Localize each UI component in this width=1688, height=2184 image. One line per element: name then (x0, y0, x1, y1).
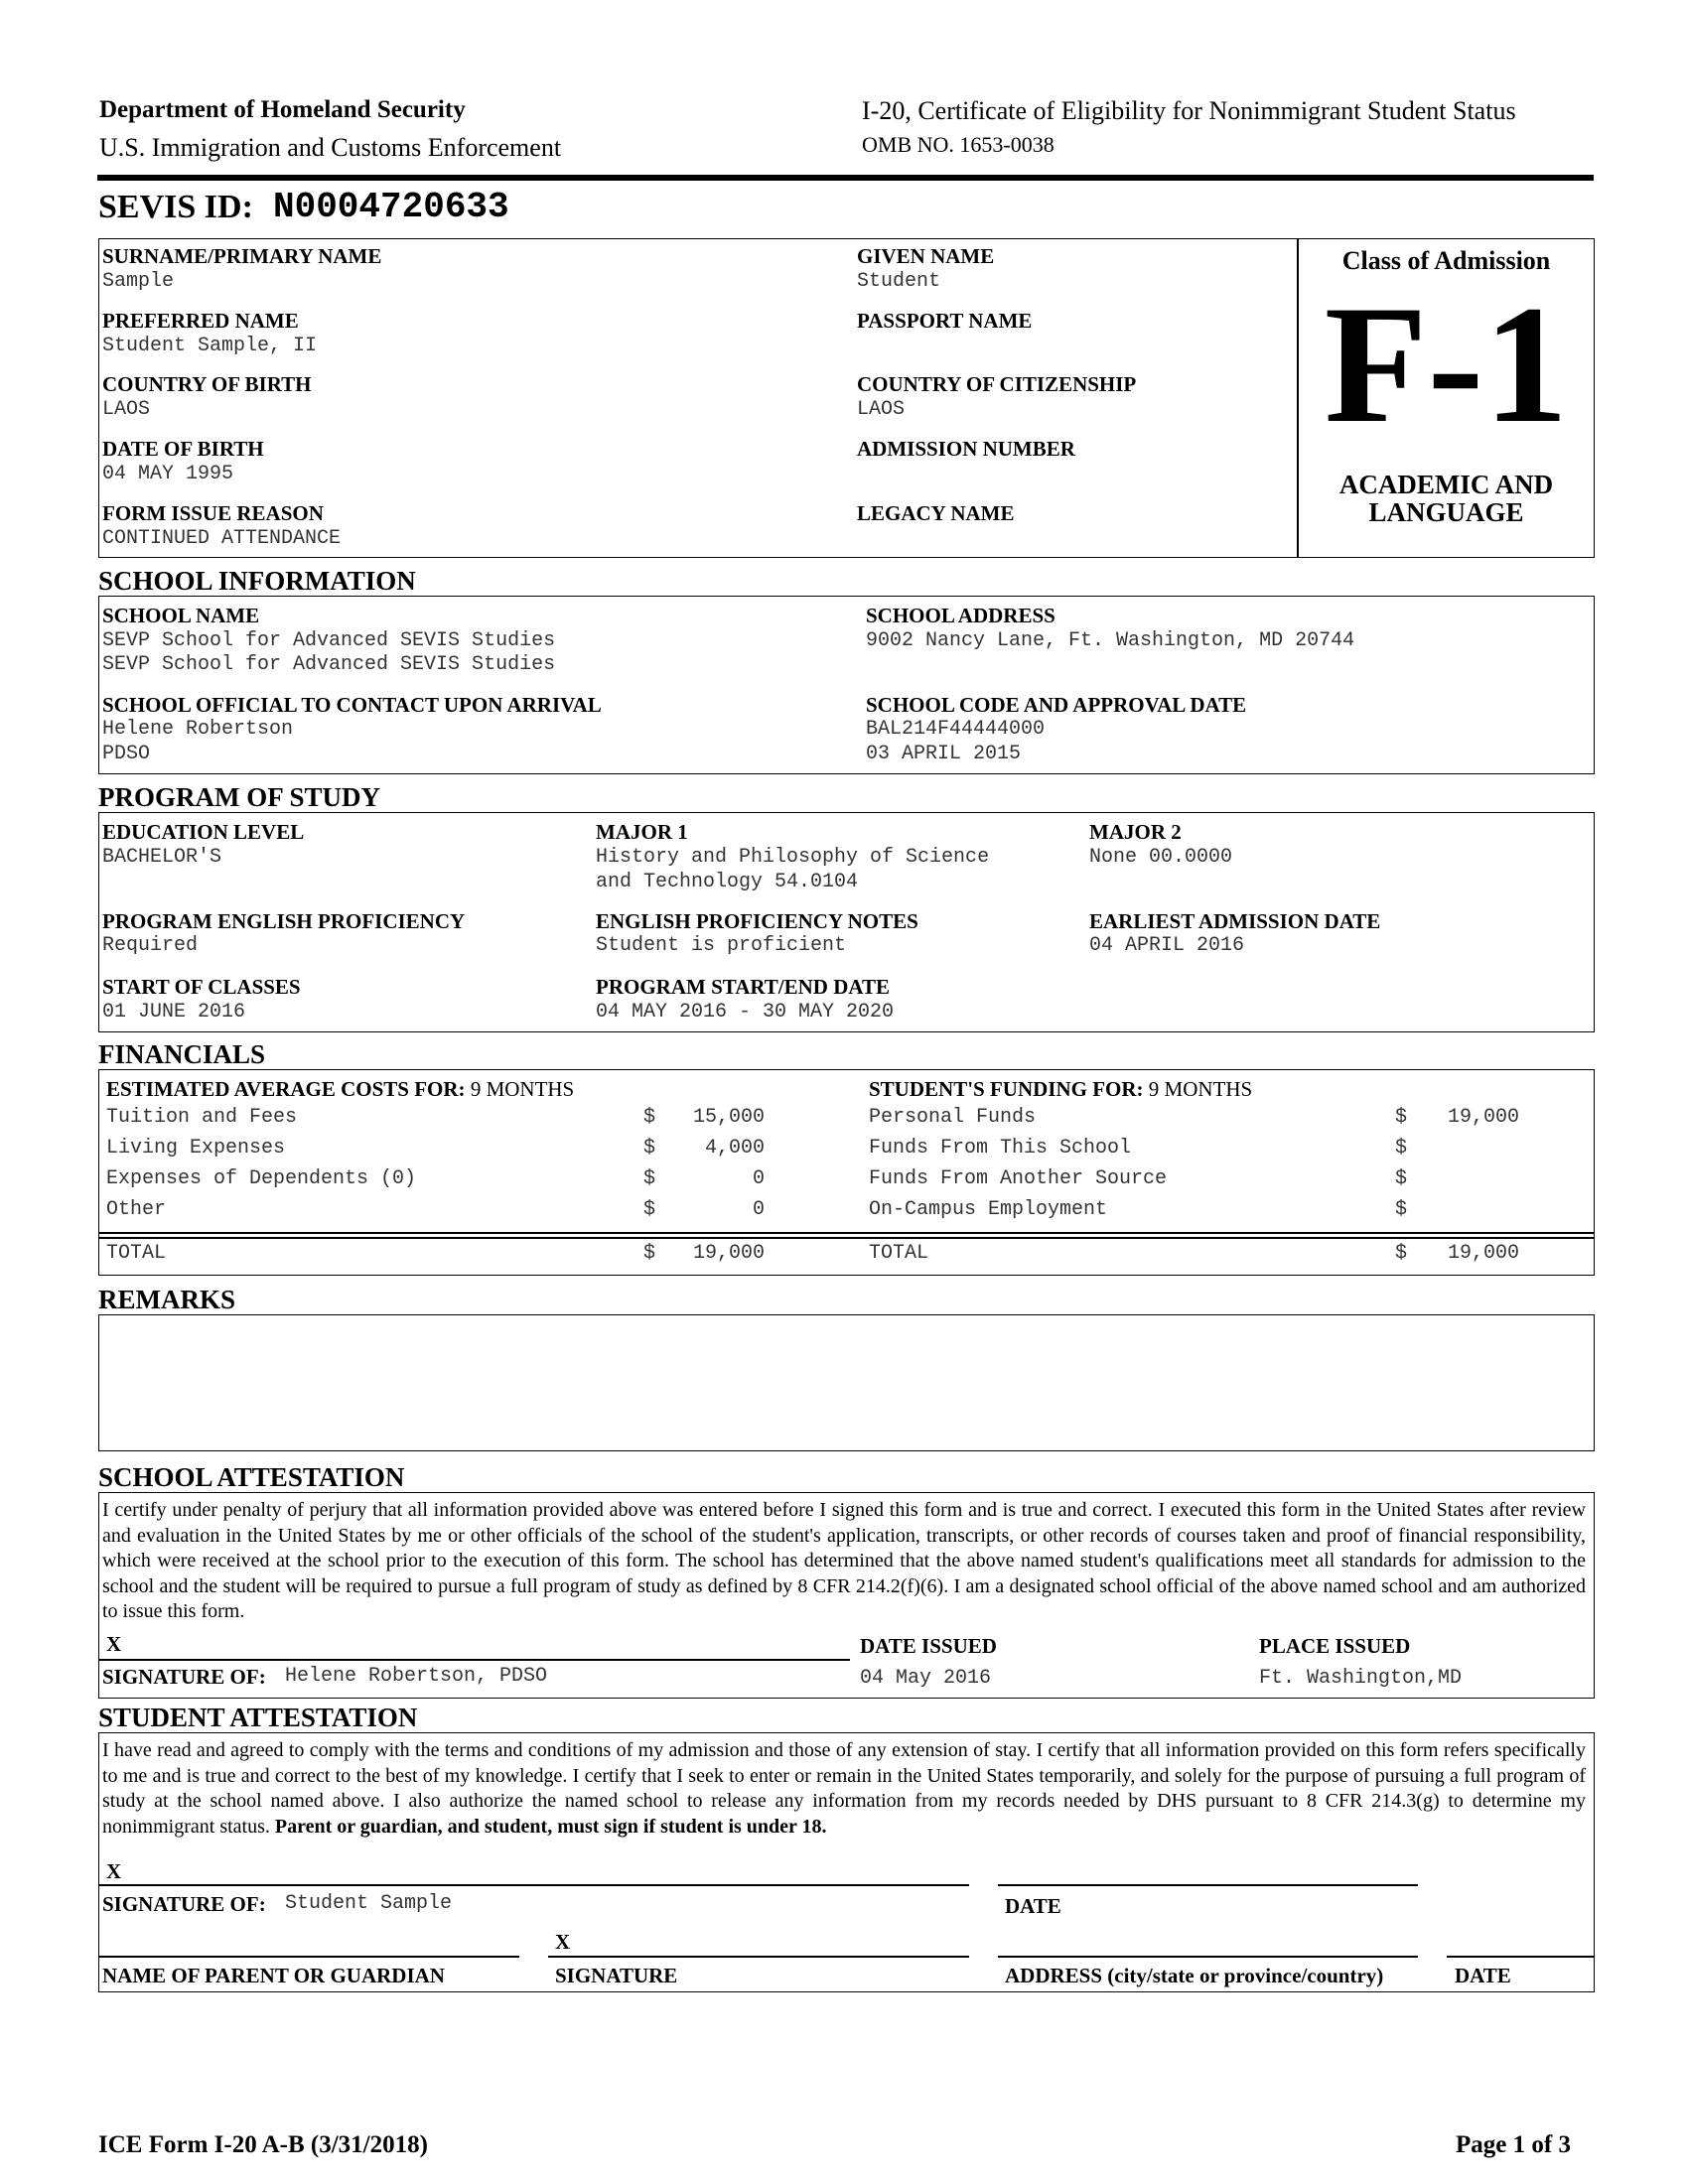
form-issue-reason-label: FORM ISSUE REASON (102, 501, 324, 525)
school-attestation-text: I certify under penalty of perjury that all information provided above was entered before I signed this form and is true and correct. I executed this form in the United States after review and evaluation in the United States by me or other officials of the school of the student's application, transcripts, or other records of courses taken and proof of financial responsibility, which were received at the school prior to the execution of this form. The school has determined that the above named student's qualifications meet all standards for admission to the school and the student will be required to pursue a full program of study as defined by 8 CFR 214.2(f)(6). I am a designated school official of the above named school and am authorized to issue this form. (102, 1499, 1586, 1622)
school-approval-date: 03 APRIL 2015 (866, 743, 1022, 765)
costs-currency: $ (643, 1198, 656, 1221)
student-sig-name: Student Sample (285, 1892, 453, 1915)
costs-total-label: TOTAL (106, 1242, 167, 1265)
financials-heading: FINANCIALS (98, 1039, 266, 1069)
parent-sig-x: X (555, 1930, 571, 1954)
costs-label: Living Expenses (106, 1137, 286, 1160)
school-name-value-2: SEVP School for Advanced SEVIS Studies (102, 653, 556, 676)
funding-label: Funds From This School (869, 1137, 1132, 1160)
sevis-id: N0004720633 (273, 187, 509, 227)
costs-currency: $ (643, 1167, 656, 1190)
place-issued-value: Ft. Washington,MD (1259, 1667, 1463, 1690)
school-official-title: PDSO (102, 743, 151, 765)
costs-amount: 0 (752, 1198, 765, 1221)
school-official-label: SCHOOL OFFICIAL TO CONTACT UPON ARRIVAL (102, 693, 602, 717)
funding-currency: $ (1395, 1167, 1408, 1190)
program-of-study-heading: PROGRAM OF STUDY (98, 782, 380, 812)
footer-page-number: Page 1 of 3 (1456, 2131, 1571, 2158)
funding-total-label: TOTAL (869, 1242, 929, 1265)
admission-number-label: ADMISSION NUMBER (857, 437, 1075, 461)
english-proficiency-label: PROGRAM ENGLISH PROFICIENCY (102, 909, 466, 933)
given-name-label: GIVEN NAME (857, 244, 995, 268)
parent-date-line (1447, 1956, 1595, 1958)
costs-amount: 4,000 (704, 1137, 765, 1160)
costs-label: Tuition and Fees (106, 1106, 298, 1129)
costs-label: ESTIMATED AVERAGE COSTS FOR: (106, 1077, 466, 1101)
earliest-admission-label: EARLIEST ADMISSION DATE (1089, 909, 1381, 933)
date-of-birth-value: 04 MAY 1995 (102, 463, 234, 485)
parent-name-label: NAME OF PARENT OR GUARDIAN (102, 1964, 445, 1987)
parent-name-line (98, 1956, 519, 1958)
parent-date-label: DATE (1455, 1964, 1511, 1987)
passport-name-label: PASSPORT NAME (857, 309, 1033, 333)
legacy-name-label: LEGACY NAME (857, 501, 1015, 525)
school-code-label: SCHOOL CODE AND APPROVAL DATE (866, 693, 1247, 717)
school-code-value: BAL214F44444000 (866, 718, 1046, 741)
total-rule-1 (98, 1232, 1595, 1234)
funding-total-currency: $ (1395, 1242, 1408, 1265)
start-of-classes-value: 01 JUNE 2016 (102, 1001, 246, 1024)
class-of-admission-label: Class of Admission (1341, 246, 1551, 275)
costs-label: Expenses of Dependents (0) (106, 1167, 417, 1190)
school-sig-label: SIGNATURE OF: (102, 1665, 266, 1689)
header-rule (97, 175, 1594, 181)
education-level-label: EDUCATION LEVEL (102, 820, 305, 844)
student-attestation-text: I have read and agreed to comply with the terms and conditions of my admission and those of any extension of stay. I certify that all information provided on this form refers specifically to me and is true and correct to the best of my knowledge. I certify that I seek to enter or remain in the United States temporarily, and solely for the purpose of pursuing a full program of study at the school named above. I also authorize the named school to release any information from my records needed by DHS pursuant to 8 CFR 214.3(g) to determine my nonimmigrant status. (102, 1739, 1586, 1838)
school-address-label: SCHOOL ADDRESS (866, 604, 1055, 627)
start-of-classes-label: START OF CLASSES (102, 975, 301, 999)
funding-label: Personal Funds (869, 1106, 1037, 1129)
funding-currency: $ (1395, 1106, 1408, 1129)
english-proficiency-value: Required (102, 934, 199, 957)
parent-address-label: ADDRESS (city/state or province/country) (1005, 1964, 1384, 1987)
student-attestation-bold-text: Parent or guardian, and student, must sign if student is under 18. (274, 1815, 827, 1838)
school-address-value: 9002 Nancy Lane, Ft. Washington, MD 20744 (866, 629, 1355, 652)
class-of-admission-code: F-1 (1324, 271, 1569, 458)
country-of-birth-value: LAOS (102, 398, 151, 421)
costs-period: 9 MONTHS (465, 1077, 575, 1101)
costs-label: Other (106, 1198, 167, 1221)
student-date-line (998, 1884, 1418, 1886)
earliest-admission-value: 04 APRIL 2016 (1089, 934, 1245, 957)
surname-label: SURNAME/PRIMARY NAME (102, 244, 382, 268)
school-official-name: Helene Robertson (102, 718, 294, 741)
major1-value-line2: and Technology 54.0104 (596, 871, 859, 893)
student-sig-line (98, 1884, 969, 1886)
school-name-value-1: SEVP School for Advanced SEVIS Studies (102, 629, 556, 652)
preferred-name-value: Student Sample, II (102, 335, 318, 357)
costs-amount: 15,000 (692, 1106, 765, 1129)
student-sig-x: X (106, 1859, 122, 1883)
class-of-admission-line2: LANGUAGE (1368, 497, 1524, 527)
date-issued-label: DATE ISSUED (860, 1634, 997, 1658)
sevis-label: SEVIS ID: (98, 189, 253, 225)
school-information-heading: SCHOOL INFORMATION (98, 566, 416, 596)
student-attestation-paragraph (102, 1738, 1586, 1840)
class-of-admission-line1: ACADEMIC AND (1338, 470, 1554, 499)
omb-number: OMB NO. 1653-0038 (862, 132, 1055, 157)
funding-amount: 19,000 (1447, 1106, 1519, 1129)
parent-address-line (998, 1956, 1418, 1958)
given-name-value: Student (857, 270, 941, 293)
parent-signature-line (548, 1956, 969, 1958)
program-start-end-label: PROGRAM START/END DATE (596, 975, 890, 999)
date-of-birth-label: DATE OF BIRTH (102, 437, 264, 461)
school-name-label: SCHOOL NAME (102, 604, 260, 627)
funding-currency: $ (1395, 1198, 1408, 1221)
remarks-heading: REMARKS (98, 1285, 236, 1314)
country-of-citizenship-value: LAOS (857, 398, 906, 421)
funding-period: 9 MONTHS (1143, 1077, 1253, 1101)
footer-form-id: ICE Form I-20 A-B (3/31/2018) (98, 2131, 428, 2158)
funding-label: STUDENT'S FUNDING FOR: (869, 1077, 1144, 1101)
costs-currency: $ (643, 1106, 656, 1129)
costs-total-currency: $ (643, 1242, 656, 1265)
school-sig-x: X (106, 1632, 122, 1656)
program-start-end-value: 04 MAY 2016 - 30 MAY 2020 (596, 1001, 895, 1024)
school-attestation-heading: SCHOOL ATTESTATION (98, 1462, 405, 1492)
english-notes-label: ENGLISH PROFICIENCY NOTES (596, 909, 918, 933)
parent-signature-label: SIGNATURE (555, 1964, 678, 1987)
costs-heading (106, 1077, 574, 1101)
total-rule-2 (98, 1237, 1595, 1239)
agency-name: U.S. Immigration and Customs Enforcement (99, 133, 562, 162)
major2-value: None 00.0000 (1089, 846, 1233, 869)
costs-total-amount: 19,000 (692, 1242, 765, 1265)
student-sig-label: SIGNATURE OF: (102, 1892, 266, 1916)
form-issue-reason-value: CONTINUED ATTENDANCE (102, 527, 342, 550)
student-date-label: DATE (1005, 1894, 1061, 1918)
form-title: I-20, Certificate of Eligibility for Nonimmigrant Student Status (862, 96, 1516, 125)
remarks-box (98, 1314, 1595, 1451)
preferred-name-label: PREFERRED NAME (102, 309, 299, 333)
date-issued-value: 04 May 2016 (860, 1667, 992, 1690)
department-name: Department of Homeland Security (99, 96, 466, 123)
funding-label: Funds From Another Source (869, 1167, 1168, 1190)
remarks-text (99, 1315, 1594, 1327)
country-of-birth-label: COUNTRY OF BIRTH (102, 372, 312, 396)
english-notes-value: Student is proficient (596, 934, 847, 957)
funding-currency: $ (1395, 1137, 1408, 1160)
country-of-citizenship-label: COUNTRY OF CITIZENSHIP (857, 372, 1137, 396)
funding-heading (869, 1077, 1252, 1101)
school-info-box (98, 596, 1595, 774)
school-sig-line (98, 1659, 850, 1661)
major1-value-line1: History and Philosophy of Science (596, 846, 990, 869)
student-attestation-heading: STUDENT ATTESTATION (98, 1703, 418, 1732)
costs-amount: 0 (752, 1167, 765, 1190)
funding-label: On-Campus Employment (869, 1198, 1108, 1221)
major2-label: MAJOR 2 (1089, 820, 1182, 844)
surname-value: Sample (102, 270, 175, 293)
costs-currency: $ (643, 1137, 656, 1160)
major1-label: MAJOR 1 (596, 820, 688, 844)
place-issued-label: PLACE ISSUED (1259, 1634, 1411, 1658)
school-sig-name: Helene Robertson, PDSO (285, 1665, 548, 1688)
education-level-value: BACHELOR'S (102, 846, 222, 869)
funding-total-amount: 19,000 (1447, 1242, 1519, 1265)
